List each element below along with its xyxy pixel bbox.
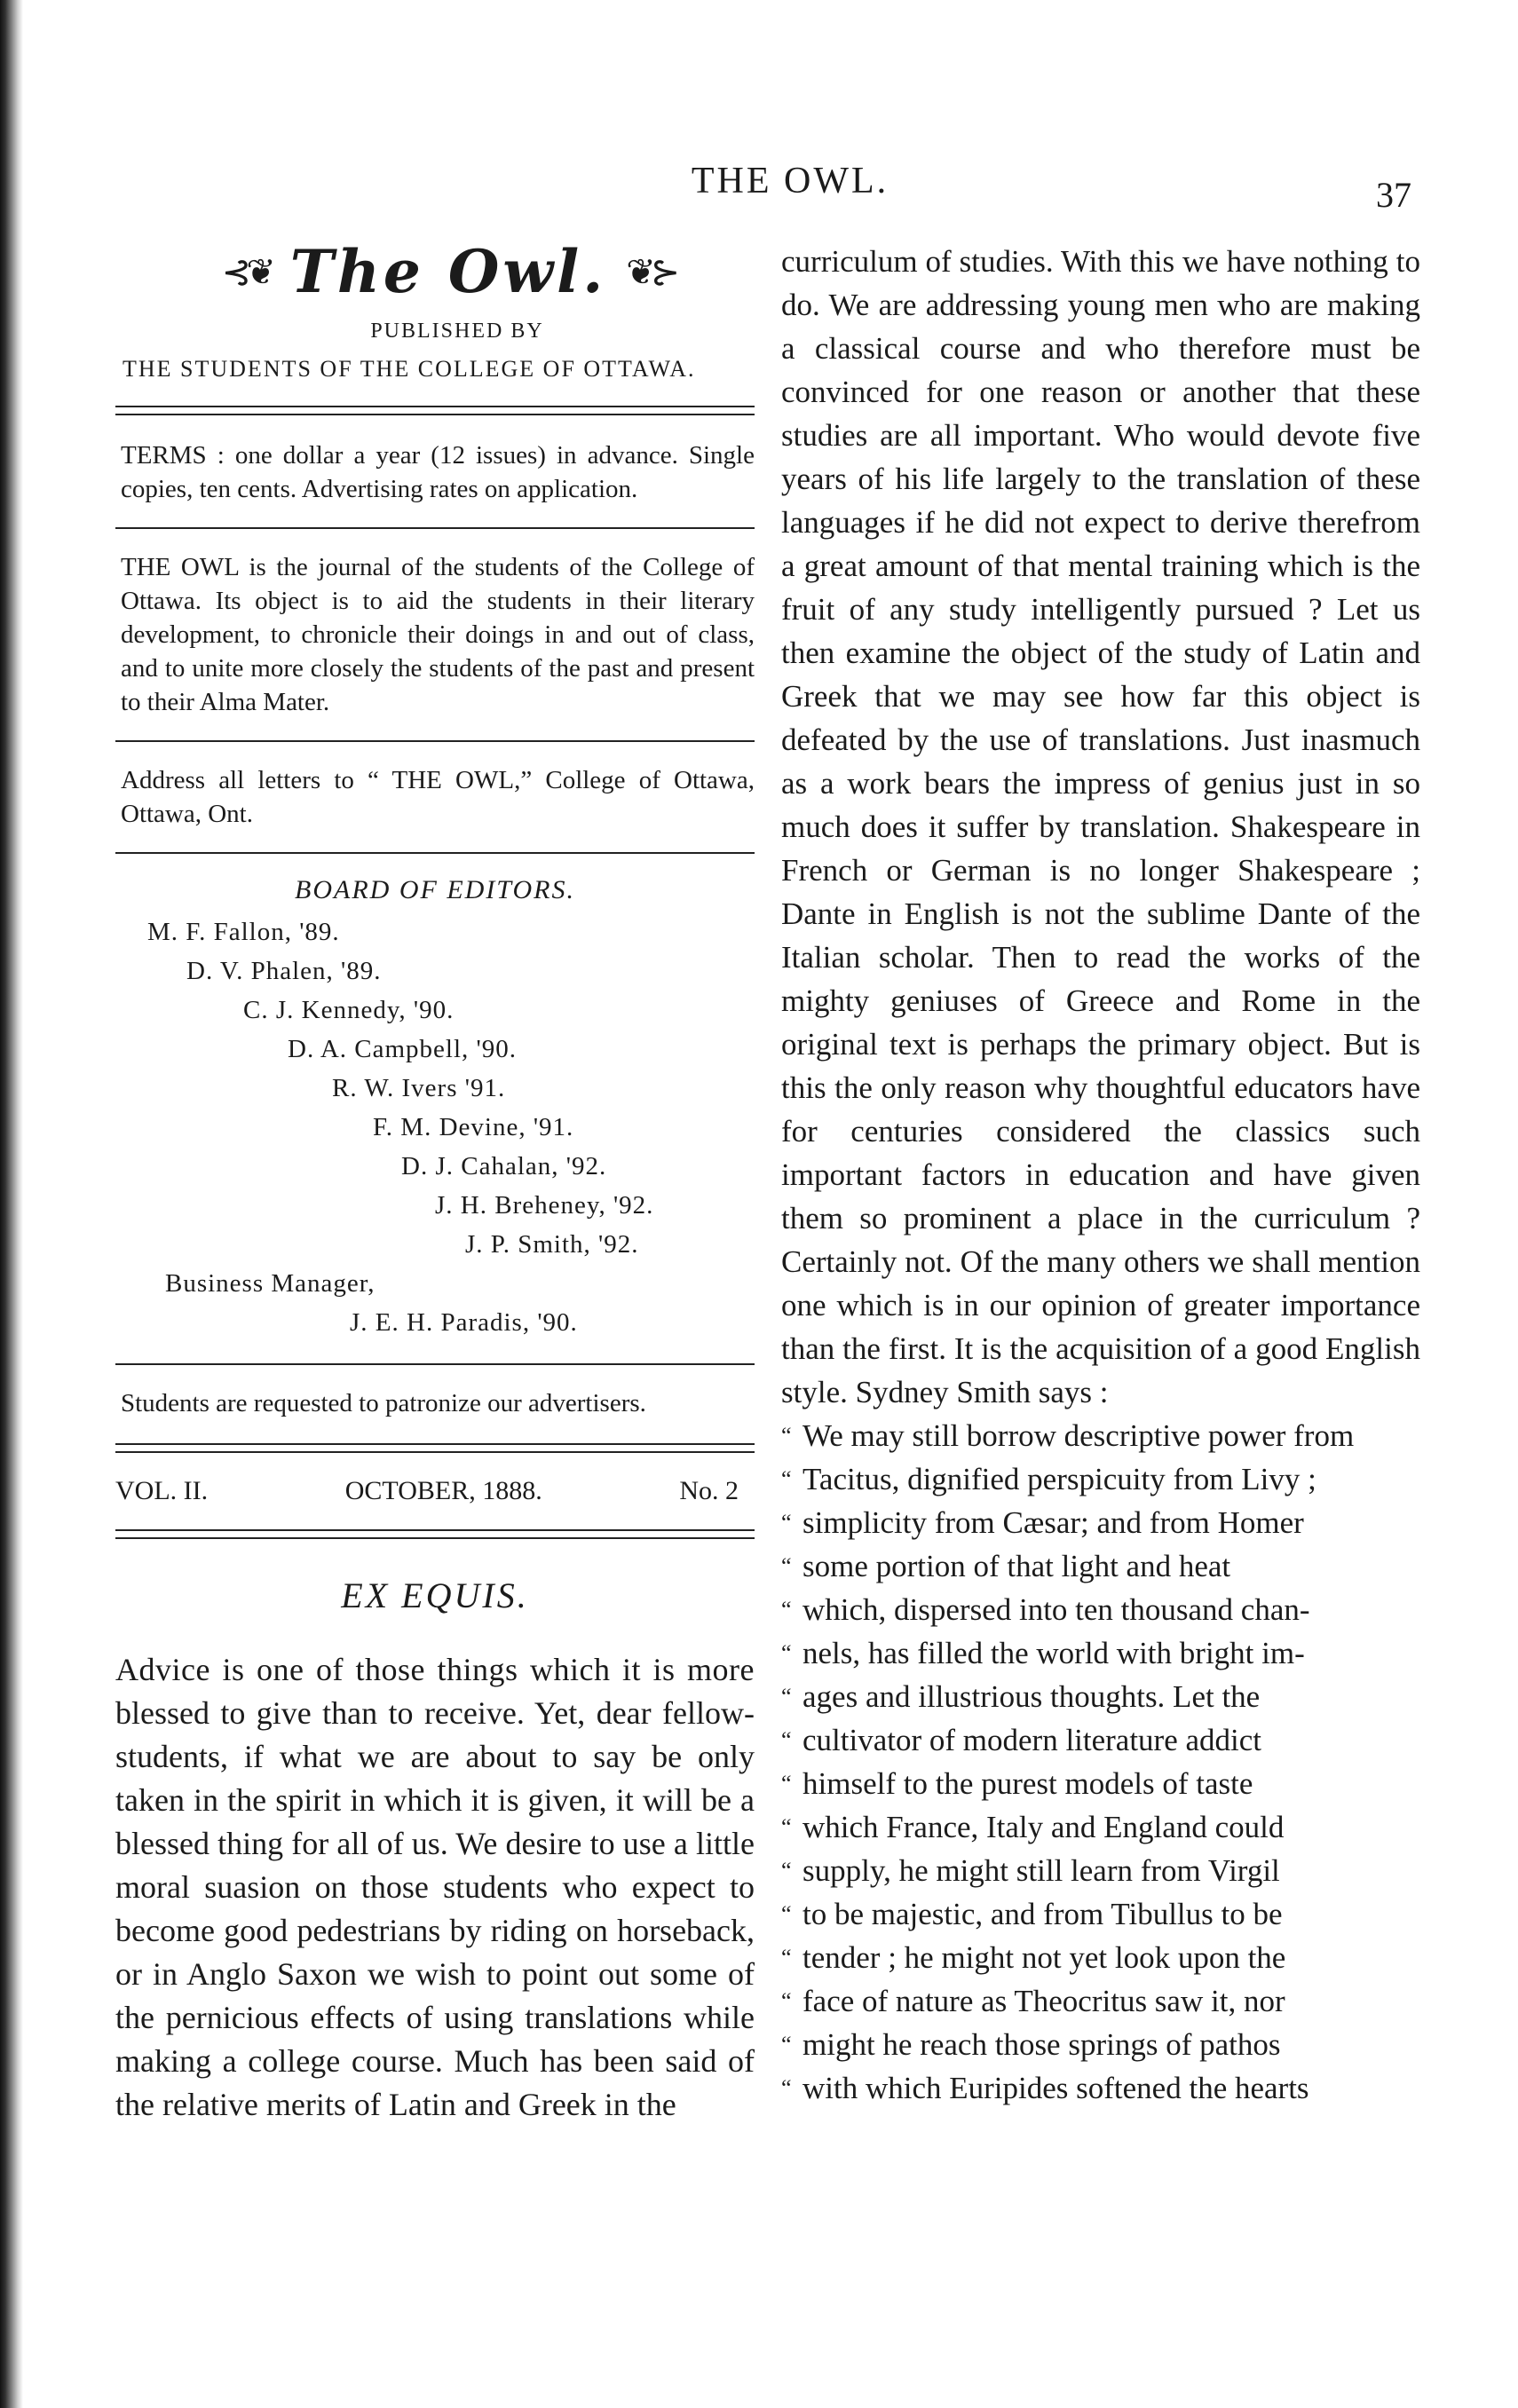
quote-line: “ face of nature as Theocritus saw it, nor: [781, 1979, 1420, 2023]
business-manager: J. E. H. Paradis, '90.: [350, 1308, 578, 1337]
address-notice: Address all letters to “ THE OWL,” College of Ottawa, Ottawa, Ont.: [121, 766, 755, 828]
ornament-left-icon: ⊰❦: [221, 251, 271, 292]
editor-entry: R. W. Ivers '91.: [332, 1074, 506, 1102]
issue-line: [115, 1476, 755, 1506]
divider: [115, 740, 755, 742]
business-manager-label: Business Manager,: [165, 1269, 376, 1298]
editor-entry: M. F. Fallon, '89.: [147, 918, 340, 946]
divider: [115, 1363, 755, 1365]
editor-entry: D. A. Campbell, '90.: [288, 1035, 518, 1063]
editor-entry: D. J. Cahalan, '92.: [401, 1152, 607, 1180]
ornament-right-icon: ❦⊱: [626, 251, 676, 292]
quote-line: “ nels, has filled the world with bright im-: [781, 1631, 1420, 1675]
divider: [115, 852, 755, 854]
left-column: [115, 229, 755, 2127]
quote-line: “ supply, he might still learn from Virgil: [781, 1849, 1420, 1892]
article-title: EX EQUIS.: [341, 1575, 529, 1615]
about-notice: THE OWL is the journal of the students of the College of Ottawa. Its object is to aid the students in their literary development, to chronicle their doings in and out of class, and to unite more closely the students of the past and present to their Alma Mater.: [121, 553, 755, 716]
scan-binding-shadow: [0, 0, 23, 2408]
publisher: THE STUDENTS OF THE COLLEGE OF OTTAWA.: [123, 356, 696, 382]
quote-line: “ Tacitus, dignified perspicuity from Livy ;: [781, 1457, 1420, 1501]
issue-date: OCTOBER, 1888.: [344, 1476, 542, 1505]
article-text: curriculum of studies. With this we have nothing to do. We are addressing young men who are making a classical course and who therefore must be convinced for one reason or another that these studies are all important. Who would devote five years of his life largely to the translation of these languages if he did not expect to derive therefrom a great amount of that mental training which is the fruit of any study intelligently pursued ? Let us then examine the object of the study of Latin and Greek that we may see how far this object is defeated by the use of translations. Just inasmuch as a work bears the impress of genius just in so much does it suffer by translation. Shakespeare in French or German is no longer Shakespeare ; Dante in English is not the sublime Dante of the Italian scholar. Then to read the works of the mighty geniuses of Greece and Rome in the original text is perhaps the primary object. But is this the only reason why thoughtful educators have for centuries considered the classics such important factors in education and have given them so prominent a place in the curriculum ? Certainly not. Of the many others we shall mention one which is in our opinion of greater importance than the first. It is the acquisition of a good English style. Sydney Smith says :: [781, 244, 1420, 1409]
quote-line: “ tender ; he might not yet look upon the: [781, 1936, 1420, 1979]
quote-line: “ himself to the purest models of taste: [781, 1762, 1420, 1805]
terms-notice: TERMS : one dollar a year (12 issues) in advance. Single copies, ten cents. Advertising rates on application.: [121, 441, 755, 503]
article-body-right: [781, 240, 1420, 2110]
page-number: 37: [1376, 175, 1411, 215]
editor-entry: C. J. Kennedy, '90.: [243, 996, 455, 1024]
volume: VOL. II.: [115, 1476, 209, 1505]
editor-entry: J. H. Breheney, '92.: [435, 1191, 654, 1220]
editor-entry: F. M. Devine, '91.: [373, 1113, 574, 1141]
board-title: BOARD OF EDITORS.: [295, 875, 575, 904]
quote-line: “ to be majestic, and from Tibullus to be: [781, 1892, 1420, 1936]
quote-line: “ which, dispersed into ten thousand chan-: [781, 1588, 1420, 1631]
quote-line: “ might he reach those springs of pathos: [781, 2023, 1420, 2066]
board-of-editors: [115, 875, 755, 1342]
quote-line: “ simplicity from Cæsar; and from Homer: [781, 1501, 1420, 1544]
divider: [115, 406, 755, 415]
published-by: PUBLISHED BY: [370, 320, 544, 343]
divider: [115, 1529, 755, 1539]
running-head: THE OWL.: [691, 161, 889, 201]
issue-number: No. 2: [679, 1476, 739, 1505]
divider: [115, 527, 755, 529]
divider: [115, 1443, 755, 1453]
quote-line: “ ages and illustrious thoughts. Let the: [781, 1675, 1420, 1718]
quote-line: “ some portion of that light and heat: [781, 1544, 1420, 1588]
masthead-title: The Owl.: [289, 237, 607, 306]
article-body-left: Advice is one of those things which it is more blessed to give than to receive. Yet, dear fellow-students, if what we are about to say be only taken in the spirit in which it is given, it will be a blessed thing for all of us. We desire to use a little moral suasion on those students who expect to become good pedestrians by riding on horseback, or in Anglo Saxon we wish to point out some of the pernicious effects of using translations while making a college course. Much has been said of the relative merits of Latin and Greek in the: [115, 1652, 755, 2122]
editor-entry: J. P. Smith, '92.: [465, 1230, 639, 1259]
editor-entry: D. V. Phalen, '89.: [186, 957, 382, 985]
patronize-notice: Students are requested to patronize our advertisers.: [121, 1389, 646, 1417]
quote-line: “ with which Euripides softened the hearts: [781, 2066, 1420, 2110]
masthead: [142, 229, 755, 314]
quote-line: “ which France, Italy and England could: [781, 1805, 1420, 1849]
right-column: [781, 240, 1420, 2110]
quote-line: “ cultivator of modern literature addict: [781, 1718, 1420, 1762]
quote-line: “ We may still borrow descriptive power from: [781, 1414, 1420, 1457]
